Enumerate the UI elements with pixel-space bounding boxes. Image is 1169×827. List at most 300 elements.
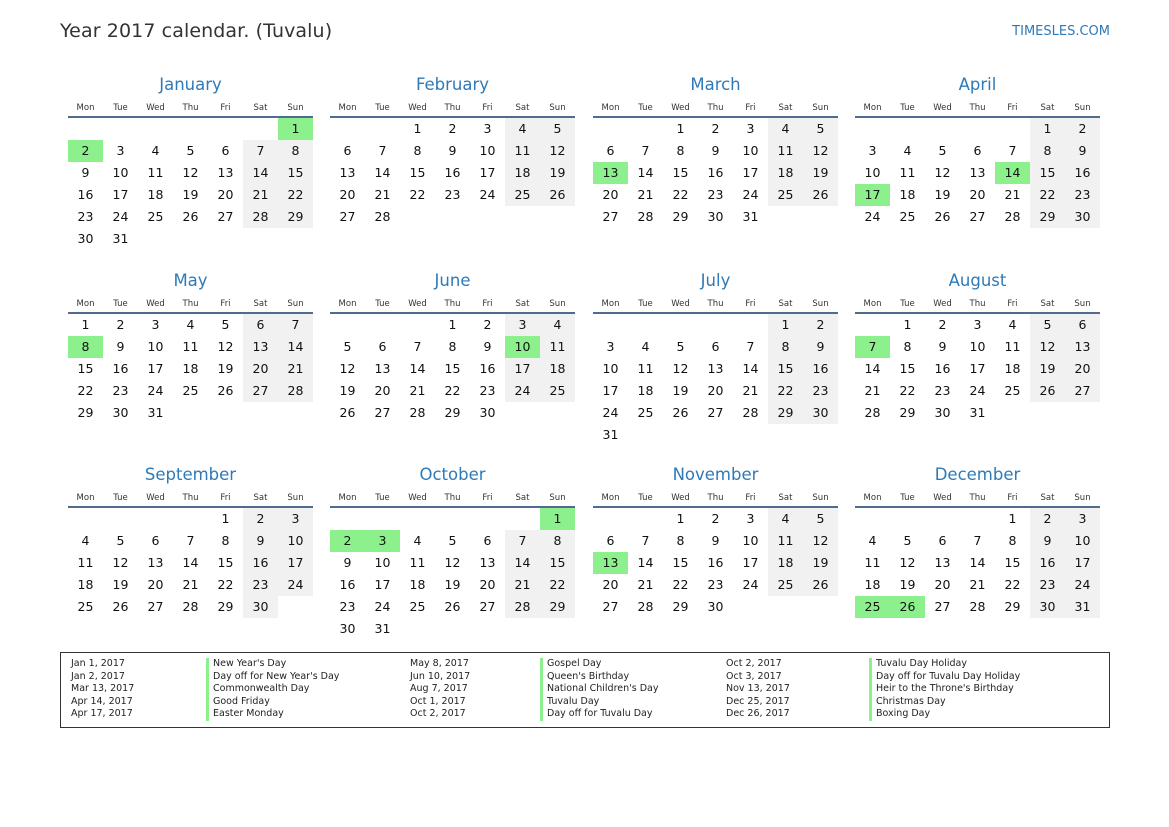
day-cell: 26 bbox=[217, 383, 234, 398]
day-cell: 8 bbox=[1030, 140, 1065, 162]
weekday-label: Sat bbox=[253, 299, 268, 309]
weekday-label: Sun bbox=[549, 103, 566, 113]
day-cell: 5 bbox=[1030, 314, 1065, 336]
empty-cell bbox=[330, 314, 365, 336]
weekday-label: Thu bbox=[444, 103, 461, 113]
holiday-date: Apr 14, 2017 bbox=[71, 695, 133, 707]
empty-cell bbox=[278, 402, 313, 424]
day-cell: 23 bbox=[112, 383, 129, 398]
day-cell: 3 bbox=[151, 317, 160, 332]
day-cell: 29 bbox=[768, 402, 803, 424]
month-october bbox=[330, 464, 575, 640]
empty-cell bbox=[803, 206, 838, 228]
day-cell: 11 bbox=[768, 530, 803, 552]
day-cell: 19 bbox=[672, 383, 689, 398]
day-cell: 5 bbox=[803, 508, 838, 530]
day-cell: 18 bbox=[409, 577, 426, 592]
day-cell: 7 bbox=[1008, 143, 1017, 158]
day-cell: 22 bbox=[409, 187, 426, 202]
day-cell: 13 bbox=[339, 165, 356, 180]
day-cell: 24 bbox=[602, 405, 619, 420]
weekday-label: Sat bbox=[1040, 493, 1055, 503]
day-cell: 27 bbox=[243, 380, 278, 402]
month-june bbox=[330, 270, 575, 424]
holiday-name: Easter Monday bbox=[206, 708, 284, 721]
day-cell: 5 bbox=[116, 533, 125, 548]
day-cell: 3 bbox=[505, 314, 540, 336]
page-title: Year 2017 calendar. (Tuvalu) bbox=[60, 20, 333, 42]
weekday-label: Fri bbox=[482, 493, 493, 503]
day-cell: 18 bbox=[505, 162, 540, 184]
day-cell: 6 bbox=[711, 339, 720, 354]
day-cell: 25 bbox=[637, 405, 654, 420]
day-cell: 15 bbox=[768, 358, 803, 380]
day-cell: 3 bbox=[868, 143, 877, 158]
day-cell: 9 bbox=[711, 533, 720, 548]
empty-cell bbox=[173, 402, 208, 424]
holiday-name: Tuvalu Day Holiday bbox=[869, 658, 967, 671]
weekday-label: Thu bbox=[969, 493, 986, 503]
empty-cell bbox=[890, 118, 925, 140]
day-cell: 5 bbox=[343, 339, 352, 354]
weekday-label: Sun bbox=[549, 493, 566, 503]
weekday-label: Tue bbox=[113, 299, 128, 309]
weekday-label: Fri bbox=[482, 103, 493, 113]
weekday-header bbox=[68, 96, 313, 118]
empty-cell bbox=[103, 508, 138, 530]
week-row bbox=[330, 314, 575, 336]
weekday-label: Wed bbox=[408, 493, 427, 503]
week-row bbox=[68, 118, 313, 140]
day-cell: 11 bbox=[409, 555, 426, 570]
day-cell: 2 bbox=[1065, 118, 1100, 140]
day-cell: 23 bbox=[707, 577, 724, 592]
day-cell: 23 bbox=[243, 574, 278, 596]
week-row bbox=[330, 618, 575, 640]
day-cell: 11 bbox=[182, 339, 199, 354]
day-cell: 23 bbox=[1065, 184, 1100, 206]
weekday-label: Thu bbox=[444, 299, 461, 309]
day-cell: 12 bbox=[540, 140, 575, 162]
weekday-label: Thu bbox=[969, 299, 986, 309]
day-cell: 27 bbox=[934, 599, 951, 614]
weekday-label: Tue bbox=[113, 103, 128, 113]
empty-cell bbox=[925, 118, 960, 140]
day-cell: 3 bbox=[483, 121, 492, 136]
day-cell: 26 bbox=[803, 184, 838, 206]
day-cell: 23 bbox=[803, 380, 838, 402]
day-cell: 5 bbox=[448, 533, 457, 548]
day-cell: 13 bbox=[934, 555, 951, 570]
day-cell: 13 bbox=[147, 555, 164, 570]
empty-cell bbox=[243, 402, 278, 424]
weekday-label: Sun bbox=[812, 299, 829, 309]
weekday-label: Mon bbox=[338, 299, 357, 309]
day-cell: 6 bbox=[938, 533, 947, 548]
weekday-label: Sun bbox=[287, 299, 304, 309]
day-cell: 14 bbox=[637, 165, 654, 180]
day-cell: 17 bbox=[147, 361, 164, 376]
day-cell: 4 bbox=[505, 118, 540, 140]
day-cell: 25 bbox=[540, 380, 575, 402]
day-cell: 11 bbox=[768, 140, 803, 162]
weekday-label: Sat bbox=[253, 493, 268, 503]
day-cell: 19 bbox=[1030, 358, 1065, 380]
day-cell: 18 bbox=[1004, 361, 1021, 376]
day-cell: 7 bbox=[641, 143, 650, 158]
week-row bbox=[855, 358, 1100, 380]
weekday-label: Sat bbox=[778, 103, 793, 113]
week-row bbox=[330, 358, 575, 380]
day-cell: 1 bbox=[1008, 511, 1017, 526]
day-cell: 28 bbox=[374, 209, 391, 224]
week-row bbox=[68, 206, 313, 228]
day-cell: 16 bbox=[479, 361, 496, 376]
day-cell: 27 bbox=[339, 209, 356, 224]
day-cell: 14 bbox=[243, 162, 278, 184]
day-cell: 17 bbox=[112, 187, 129, 202]
day-cell: 21 bbox=[182, 577, 199, 592]
day-cell: 31 bbox=[374, 621, 391, 636]
day-cell: 7 bbox=[855, 336, 890, 358]
weekday-label: Tue bbox=[375, 493, 390, 503]
day-cell: 29 bbox=[899, 405, 916, 420]
day-cell: 4 bbox=[868, 533, 877, 548]
empty-cell bbox=[208, 228, 243, 250]
day-cell: 23 bbox=[707, 187, 724, 202]
day-cell: 8 bbox=[903, 339, 912, 354]
weekday-label: Sun bbox=[1074, 299, 1091, 309]
day-cell: 18 bbox=[540, 358, 575, 380]
week-row bbox=[593, 552, 838, 574]
day-cell: 21 bbox=[969, 577, 986, 592]
week-row bbox=[593, 184, 838, 206]
day-cell: 24 bbox=[374, 599, 391, 614]
day-cell: 3 bbox=[746, 511, 755, 526]
week-row bbox=[593, 424, 838, 446]
empty-cell bbox=[540, 618, 575, 640]
day-cell: 19 bbox=[339, 383, 356, 398]
week-row bbox=[330, 184, 575, 206]
empty-cell bbox=[698, 314, 733, 336]
day-cell: 5 bbox=[938, 143, 947, 158]
day-cell: 4 bbox=[186, 317, 195, 332]
holiday-date: Oct 1, 2017 bbox=[410, 695, 466, 707]
weekday-label: Tue bbox=[900, 299, 915, 309]
day-cell: 26 bbox=[444, 599, 461, 614]
day-cell: 11 bbox=[899, 165, 916, 180]
holiday-name: Heir to the Throne's Birthday bbox=[869, 683, 1014, 696]
empty-cell bbox=[593, 118, 628, 140]
month-december bbox=[855, 464, 1100, 618]
holiday-date: Jan 1, 2017 bbox=[71, 658, 125, 669]
day-cell: 9 bbox=[803, 336, 838, 358]
day-cell: 30 bbox=[243, 596, 278, 618]
empty-cell bbox=[470, 618, 505, 640]
week-row bbox=[855, 314, 1100, 336]
day-cell: 22 bbox=[1030, 184, 1065, 206]
empty-cell bbox=[435, 508, 470, 530]
empty-cell bbox=[173, 228, 208, 250]
day-cell: 28 bbox=[637, 209, 654, 224]
month-february bbox=[330, 74, 575, 228]
day-cell: 2 bbox=[803, 314, 838, 336]
week-row bbox=[855, 380, 1100, 402]
holiday-name: New Year's Day bbox=[206, 658, 286, 671]
day-cell: 4 bbox=[81, 533, 90, 548]
day-cell: 11 bbox=[864, 555, 881, 570]
empty-cell bbox=[768, 424, 803, 446]
day-cell: 27 bbox=[1065, 380, 1100, 402]
day-cell: 1 bbox=[413, 121, 422, 136]
holiday-name: Christmas Day bbox=[869, 696, 946, 709]
empty-cell bbox=[960, 118, 995, 140]
empty-cell bbox=[505, 206, 540, 228]
day-cell: 10 bbox=[374, 555, 391, 570]
weekday-header bbox=[593, 486, 838, 508]
day-cell: 16 bbox=[243, 552, 278, 574]
day-cell: 9 bbox=[343, 555, 352, 570]
day-cell: 23 bbox=[479, 383, 496, 398]
empty-cell bbox=[68, 508, 103, 530]
day-cell: 17 bbox=[1065, 552, 1100, 574]
weekday-label: Fri bbox=[220, 299, 231, 309]
day-cell: 2 bbox=[938, 317, 947, 332]
month-august bbox=[855, 270, 1100, 424]
day-cell: 19 bbox=[540, 162, 575, 184]
day-cell: 29 bbox=[217, 599, 234, 614]
empty-cell bbox=[995, 118, 1030, 140]
day-cell: 23 bbox=[934, 383, 951, 398]
empty-cell bbox=[995, 402, 1030, 424]
day-cell: 26 bbox=[890, 596, 925, 618]
day-cell: 13 bbox=[707, 361, 724, 376]
day-cell: 8 bbox=[68, 336, 103, 358]
weekday-label: Thu bbox=[182, 493, 199, 503]
week-row bbox=[68, 162, 313, 184]
day-cell: 20 bbox=[707, 383, 724, 398]
empty-cell bbox=[855, 118, 890, 140]
day-cell: 24 bbox=[479, 187, 496, 202]
day-cell: 21 bbox=[243, 184, 278, 206]
day-cell: 20 bbox=[217, 187, 234, 202]
weekday-label: Wed bbox=[933, 103, 952, 113]
day-cell: 11 bbox=[147, 165, 164, 180]
month-july bbox=[593, 270, 838, 446]
empty-cell bbox=[768, 596, 803, 618]
empty-cell bbox=[855, 314, 890, 336]
day-cell: 25 bbox=[855, 596, 890, 618]
day-cell: 23 bbox=[339, 599, 356, 614]
weekday-label: Wed bbox=[146, 299, 165, 309]
day-cell: 20 bbox=[1065, 358, 1100, 380]
day-cell: 9 bbox=[116, 339, 125, 354]
month-november bbox=[593, 464, 838, 618]
day-cell: 20 bbox=[243, 358, 278, 380]
day-cell: 16 bbox=[707, 165, 724, 180]
day-cell: 15 bbox=[1030, 162, 1065, 184]
empty-cell bbox=[470, 206, 505, 228]
empty-cell bbox=[663, 424, 698, 446]
week-row bbox=[68, 508, 313, 530]
day-cell: 27 bbox=[374, 405, 391, 420]
day-cell: 21 bbox=[637, 577, 654, 592]
holiday-date: Jun 10, 2017 bbox=[410, 670, 471, 682]
day-cell: 10 bbox=[147, 339, 164, 354]
day-cell: 24 bbox=[742, 577, 759, 592]
week-row bbox=[593, 508, 838, 530]
weekday-label: Mon bbox=[76, 493, 95, 503]
day-cell: 18 bbox=[768, 552, 803, 574]
day-cell: 12 bbox=[1030, 336, 1065, 358]
day-cell: 17 bbox=[374, 577, 391, 592]
week-row bbox=[855, 206, 1100, 228]
day-cell: 26 bbox=[803, 574, 838, 596]
holiday-date: Oct 2, 2017 bbox=[410, 708, 466, 720]
week-row bbox=[593, 206, 838, 228]
day-cell: 9 bbox=[1030, 530, 1065, 552]
week-row bbox=[855, 140, 1100, 162]
day-cell: 7 bbox=[973, 533, 982, 548]
day-cell: 11 bbox=[540, 336, 575, 358]
day-cell: 15 bbox=[444, 361, 461, 376]
day-cell: 16 bbox=[444, 165, 461, 180]
day-cell: 5 bbox=[221, 317, 230, 332]
day-cell: 28 bbox=[409, 405, 426, 420]
holiday-name: Good Friday bbox=[206, 696, 270, 709]
empty-cell bbox=[803, 596, 838, 618]
weekday-label: Thu bbox=[182, 299, 199, 309]
week-row bbox=[330, 402, 575, 424]
day-cell: 22 bbox=[672, 577, 689, 592]
day-cell: 1 bbox=[1030, 118, 1065, 140]
day-cell: 31 bbox=[742, 209, 759, 224]
month-name: October bbox=[419, 465, 486, 484]
weekday-label: Fri bbox=[1007, 493, 1018, 503]
day-cell: 31 bbox=[112, 231, 129, 246]
empty-cell bbox=[103, 118, 138, 140]
day-cell: 22 bbox=[217, 577, 234, 592]
day-cell: 6 bbox=[1065, 314, 1100, 336]
day-cell: 11 bbox=[77, 555, 94, 570]
week-row bbox=[68, 596, 313, 618]
empty-cell bbox=[663, 314, 698, 336]
day-cell: 27 bbox=[602, 209, 619, 224]
site-link[interactable]: TIMESLES.COM bbox=[1012, 24, 1110, 39]
week-row bbox=[855, 162, 1100, 184]
day-cell: 25 bbox=[1004, 383, 1021, 398]
day-cell: 24 bbox=[742, 187, 759, 202]
week-row bbox=[855, 184, 1100, 206]
day-cell: 5 bbox=[803, 118, 838, 140]
day-cell: 4 bbox=[768, 118, 803, 140]
day-cell: 7 bbox=[746, 339, 755, 354]
week-row bbox=[855, 402, 1100, 424]
week-row bbox=[330, 140, 575, 162]
day-cell: 29 bbox=[278, 206, 313, 228]
day-cell: 4 bbox=[768, 508, 803, 530]
day-cell: 15 bbox=[672, 165, 689, 180]
day-cell: 12 bbox=[339, 361, 356, 376]
weekday-label: Thu bbox=[969, 103, 986, 113]
empty-cell bbox=[960, 508, 995, 530]
day-cell: 21 bbox=[374, 187, 391, 202]
day-cell: 1 bbox=[676, 511, 685, 526]
empty-cell bbox=[330, 118, 365, 140]
day-cell: 12 bbox=[672, 361, 689, 376]
empty-cell bbox=[400, 314, 435, 336]
week-row bbox=[330, 380, 575, 402]
day-cell: 24 bbox=[505, 380, 540, 402]
weekday-label: Sun bbox=[287, 493, 304, 503]
week-row bbox=[593, 162, 838, 184]
day-cell: 16 bbox=[707, 555, 724, 570]
weekday-label: Sun bbox=[1074, 493, 1091, 503]
day-cell: 4 bbox=[540, 314, 575, 336]
day-cell: 24 bbox=[864, 209, 881, 224]
day-cell: 2 bbox=[330, 530, 365, 552]
day-cell: 5 bbox=[186, 143, 195, 158]
day-cell: 10 bbox=[112, 165, 129, 180]
week-row bbox=[593, 380, 838, 402]
empty-cell bbox=[628, 314, 663, 336]
week-row bbox=[330, 162, 575, 184]
day-cell: 21 bbox=[742, 383, 759, 398]
month-name: August bbox=[948, 271, 1007, 290]
day-cell: 29 bbox=[444, 405, 461, 420]
week-row bbox=[68, 336, 313, 358]
empty-cell bbox=[68, 118, 103, 140]
week-row bbox=[855, 508, 1100, 530]
day-cell: 17 bbox=[479, 165, 496, 180]
day-cell: 1 bbox=[448, 317, 457, 332]
day-cell: 11 bbox=[505, 140, 540, 162]
day-cell: 26 bbox=[339, 405, 356, 420]
day-cell: 25 bbox=[768, 184, 803, 206]
empty-cell bbox=[733, 424, 768, 446]
day-cell: 19 bbox=[803, 162, 838, 184]
day-cell: 3 bbox=[1065, 508, 1100, 530]
day-cell: 22 bbox=[768, 380, 803, 402]
empty-cell bbox=[698, 424, 733, 446]
week-row bbox=[68, 402, 313, 424]
week-row bbox=[593, 358, 838, 380]
week-row bbox=[330, 552, 575, 574]
day-cell: 3 bbox=[746, 121, 755, 136]
day-cell: 15 bbox=[409, 165, 426, 180]
empty-cell bbox=[173, 508, 208, 530]
day-cell: 22 bbox=[278, 184, 313, 206]
day-cell: 20 bbox=[934, 577, 951, 592]
holiday-name: Day off for New Year's Day bbox=[206, 671, 339, 684]
weekday-label: Mon bbox=[338, 493, 357, 503]
empty-cell bbox=[733, 596, 768, 618]
weekday-label: Thu bbox=[707, 299, 724, 309]
month-september bbox=[68, 464, 313, 618]
day-cell: 20 bbox=[374, 383, 391, 398]
weekday-label: Sun bbox=[287, 103, 304, 113]
day-cell: 6 bbox=[378, 339, 387, 354]
day-cell: 1 bbox=[768, 314, 803, 336]
day-cell: 18 bbox=[147, 187, 164, 202]
day-cell: 2 bbox=[448, 121, 457, 136]
day-cell: 31 bbox=[1065, 596, 1100, 618]
day-cell: 19 bbox=[444, 577, 461, 592]
day-cell: 12 bbox=[803, 140, 838, 162]
day-cell: 10 bbox=[969, 339, 986, 354]
day-cell: 14 bbox=[637, 555, 654, 570]
day-cell: 2 bbox=[1030, 508, 1065, 530]
